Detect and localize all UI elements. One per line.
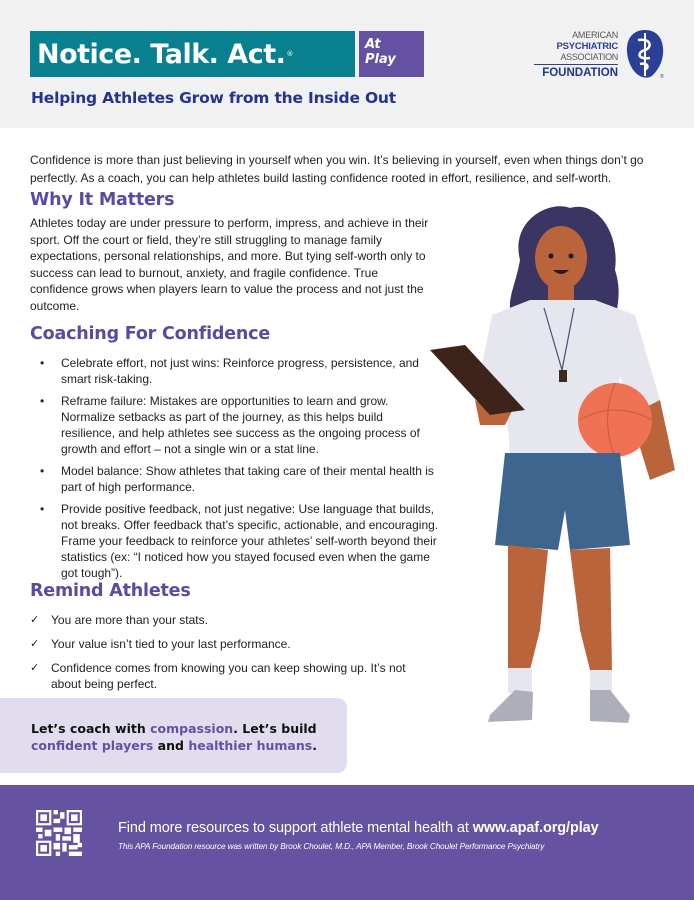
remind-item-text: You are more than your stats. <box>51 613 208 627</box>
checkmark-icon: ✓ <box>30 662 40 674</box>
brand-title-text: Notice. Talk. Act. <box>37 38 286 70</box>
callout-highlight: compassion <box>150 721 234 736</box>
apa-association: ASSOCIATION <box>560 52 618 62</box>
coaching-item <box>30 355 440 387</box>
qr-code-icon[interactable] <box>36 810 82 856</box>
footer-main-text: Find more resources to support athlete mental health at <box>118 820 473 836</box>
checkmark-icon: ✓ <box>30 638 40 650</box>
coaching-item <box>30 501 440 581</box>
bullet-icon: • <box>40 394 45 408</box>
apa-psychiatric: PSYCHIATRIC <box>556 41 618 52</box>
apa-foundation-text: FOUNDATION <box>542 67 618 79</box>
coaching-list <box>30 355 440 587</box>
coaching-item-text: Model balance: Show athletes that taking care of their mental health is part of high performance. <box>61 464 434 494</box>
apa-american: AMERICAN <box>572 30 618 40</box>
footer-resources-text <box>118 820 599 836</box>
brand-at-text: At <box>365 37 381 52</box>
footer-credit: This APA Foundation resource was written by Brook Choulet, M.D., APA Member, Brook Choulet Performance Psychiatry <box>118 842 545 851</box>
footer-url-link[interactable]: www.apaf.org/play <box>472 820 599 836</box>
intro-paragraph: Confidence is more than just believing in yourself when you win. It’s believing in yourself, even when things don’t go perfectly. As a coach, you can help athletes build lasting confidence rooted in effort, resilience, and self-worth. <box>30 153 644 185</box>
coach-illustration <box>420 200 694 740</box>
coaching-item-text: Celebrate effort, not just wins: Reinforce progress, persistence, and smart risk-taking. <box>61 356 419 386</box>
svg-text:®: ® <box>660 74 664 80</box>
remind-item-text: Your value isn’t tied to your last performance. <box>51 637 291 651</box>
apa-wordmark <box>534 30 618 63</box>
brand-logo <box>30 31 424 77</box>
brand-at-play <box>359 31 424 77</box>
remind-heading: Remind Athletes <box>30 581 191 601</box>
brand-title <box>30 31 355 77</box>
remind-item <box>30 660 430 692</box>
coaching-heading: Coaching For Confidence <box>30 324 271 344</box>
coaching-item <box>30 393 440 457</box>
remind-item <box>30 636 430 652</box>
brand-play-text: Play <box>365 52 396 67</box>
callout-highlight: confident players <box>31 738 154 753</box>
remind-list <box>30 612 430 700</box>
footer-banner <box>0 785 694 900</box>
callout-highlight: healthier humans <box>188 738 313 753</box>
checkmark-icon: ✓ <box>30 614 40 626</box>
coaching-item-text: Reframe failure: Mistakes are opportunities to learn and grow. Normalize setbacks as part of the journey, as this helps build resilience, and help athletes see success as the ongoing process of growth and effort – not a single win or a stat line. <box>61 394 420 456</box>
why-it-matters-heading: Why It Matters <box>30 190 175 210</box>
why-it-matters-body: Athletes today are under pressure to perform, impress, and achieve in their sport. Off the court or field, they’re still struggling to manage family expectations, personal relationships, and more. But tying self-worth only to success can lead to burnout, anxiety, and fragile confidence. True confidence grows when players learn to value the process and not just the outcome. <box>30 216 429 313</box>
registered-mark: ® <box>286 50 293 58</box>
callout-text: . Let’s build <box>233 721 317 736</box>
header-banner <box>0 0 694 128</box>
caduceus-brain-icon <box>624 28 666 80</box>
bullet-icon: • <box>40 502 45 516</box>
apa-divider <box>534 64 618 65</box>
callout-text: . <box>312 738 317 753</box>
coaching-item <box>30 463 440 495</box>
apa-foundation-logo <box>534 28 664 80</box>
callout-text: Let’s coach with <box>31 721 151 736</box>
bullet-icon: • <box>40 356 45 370</box>
bullet-icon: • <box>40 464 45 478</box>
callout-text: and <box>153 738 189 753</box>
coaching-item-text: Provide positive feedback, not just negative: Use language that builds, not breaks. Offer feedback that’s specific, actionable, and encouraging. Frame your feedback to reinforce your athletes’ self-worth beyond their statistics (ex: “I noticed how you stayed focused even when the game got tough”). <box>61 502 439 580</box>
remind-item <box>30 612 430 628</box>
callout-box <box>0 698 347 773</box>
page-subtitle: Helping Athletes Grow from the Inside Out <box>31 89 396 107</box>
remind-item-text: Confidence comes from knowing you can keep showing up. It’s not about being perfect. <box>51 661 406 691</box>
